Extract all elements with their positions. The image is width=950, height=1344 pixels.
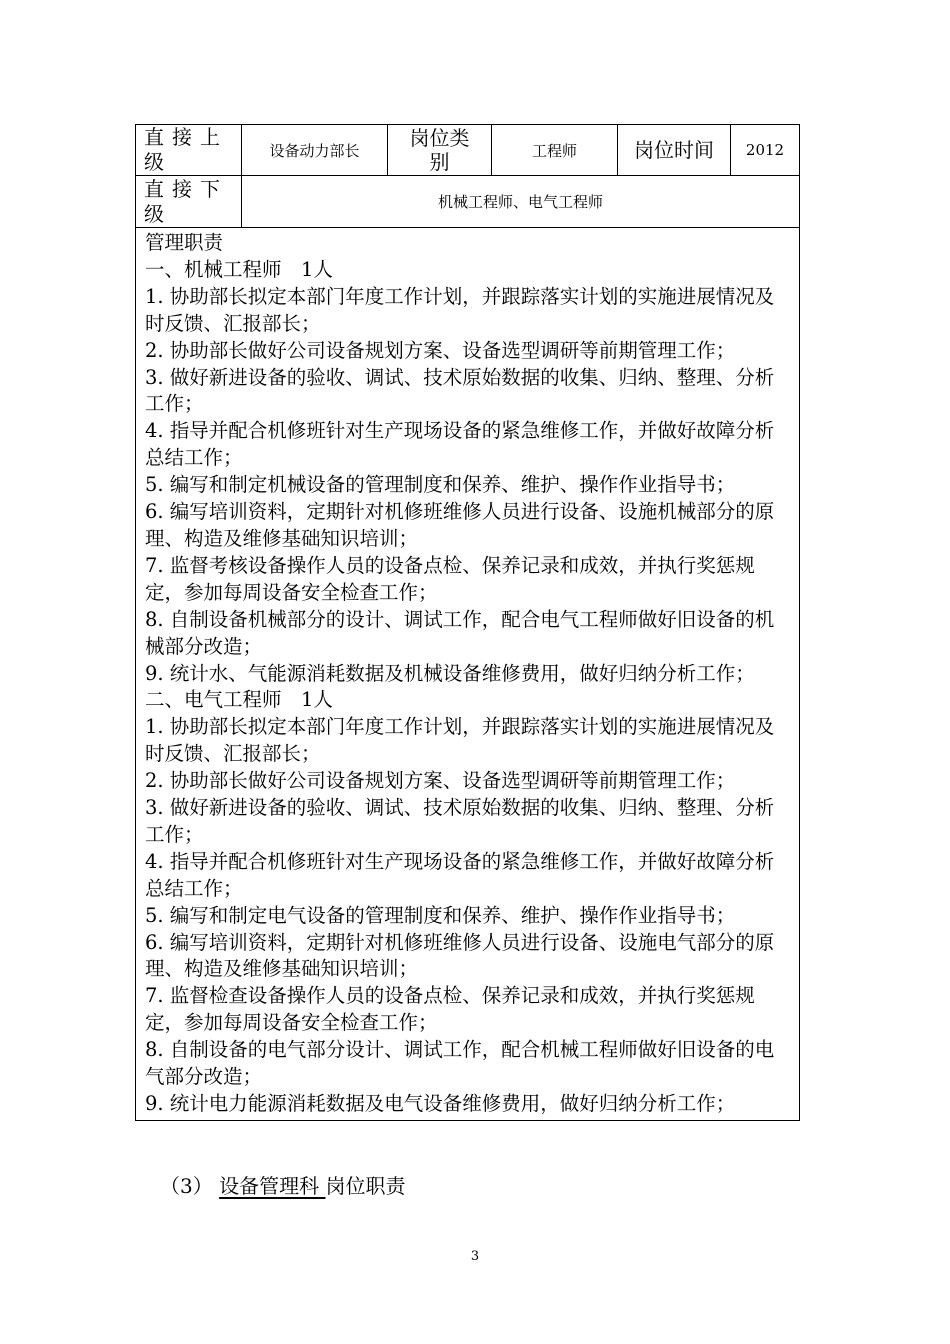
job-description-table bbox=[135, 124, 800, 1121]
duty-item: 4. 指导并配合机修班针对生产现场设备的紧急维修工作，并做好故障分析总结工作； bbox=[145, 849, 775, 900]
mechanical-engineer-heading: 一、机械工程师 1人 bbox=[145, 257, 333, 281]
duty-item: 8. 自制设备机械部分的设计、调试工作，配合电气工程师做好旧设备的机械部分改造； bbox=[145, 607, 775, 658]
direct-subordinate-value: 机械工程师、电气工程师 bbox=[242, 176, 800, 228]
direct-subordinate-label: 直接下级 bbox=[136, 176, 242, 228]
duty-item: 9. 统计水、气能源消耗数据及机械设备维修费用，做好归纳分析工作； bbox=[145, 661, 755, 685]
position-time-label: 岗位时间 bbox=[618, 125, 731, 176]
position-time-value: 2012 bbox=[731, 125, 800, 176]
page-number: 3 bbox=[470, 1249, 480, 1264]
duty-item: 6. 编写培训资料，定期针对机修班维修人员进行设备、设施机械部分的原理、构造及维修基础知识培训； bbox=[145, 500, 775, 550]
duties-row bbox=[136, 228, 800, 1121]
position-category-value: 工程师 bbox=[492, 125, 618, 176]
duty-item: 2. 协助部长做好公司设备规划方案、设备选型调研等前期管理工作； bbox=[145, 769, 736, 793]
header-row-1 bbox=[136, 125, 800, 176]
duty-item: 7. 监督考核设备操作人员的设备点检、保养记录和成效，并执行奖惩规定，参加每周设备安全检查工作； bbox=[145, 553, 755, 604]
duty-item: 5. 编写和制定电气设备的管理制度和保养、维护、操作作业指导书； bbox=[145, 903, 736, 927]
position-category-label: 岗位类别 bbox=[388, 125, 492, 176]
section-title: 岗位职责 bbox=[325, 1174, 406, 1198]
duty-item: 8. 自制设备的电气部分设计、调试工作，配合机械工程师做好旧设备的电气部分改造； bbox=[145, 1038, 775, 1089]
section-number: （3） bbox=[160, 1174, 220, 1198]
duties-cell bbox=[136, 228, 800, 1121]
duty-item: 3. 做好新进设备的验收、调试、技术原始数据的收集、归纳、整理、分析工作； bbox=[145, 365, 775, 416]
duties-title: 管理职责 bbox=[145, 231, 224, 254]
electrical-engineer-heading: 二、电气工程师 1人 bbox=[145, 688, 333, 712]
direct-superior-label: 直接上级 bbox=[136, 125, 242, 176]
header-row-2 bbox=[136, 176, 800, 228]
duty-item: 6. 编写培训资料，定期针对机修班维修人员进行设备、设施电气部分的原理、构造及维修基础知识培训； bbox=[145, 930, 775, 981]
section-heading bbox=[160, 1173, 405, 1199]
duty-item: 5. 编写和制定机械设备的管理制度和保养、维护、操作作业指导书； bbox=[145, 473, 736, 497]
section-department: 设备管理科 bbox=[219, 1174, 326, 1198]
direct-superior-value: 设备动力部长 bbox=[242, 125, 388, 176]
duty-item: 1. 协助部长拟定本部门年度工作计划，并跟踪落实计划的实施进展情况及时反馈、汇报部长； bbox=[145, 715, 775, 766]
duty-item: 2. 协助部长做好公司设备规划方案、设备选型调研等前期管理工作； bbox=[145, 338, 736, 362]
duty-item: 4. 指导并配合机修班针对生产现场设备的紧急维修工作，并做好故障分析总结工作； bbox=[145, 419, 775, 470]
duty-item: 7. 监督检查设备操作人员的设备点检、保养记录和成效，并执行奖惩规定，参加每周设备安全检查工作； bbox=[145, 984, 755, 1035]
duty-item: 3. 做好新进设备的验收、调试、技术原始数据的收集、归纳、整理、分析工作； bbox=[145, 796, 775, 846]
duty-item: 9. 统计电力能源消耗数据及电气设备维修费用，做好归纳分析工作； bbox=[145, 1092, 736, 1115]
duty-item: 1. 协助部长拟定本部门年度工作计划，并跟踪落实计划的实施进展情况及时反馈、汇报部长； bbox=[145, 284, 775, 335]
